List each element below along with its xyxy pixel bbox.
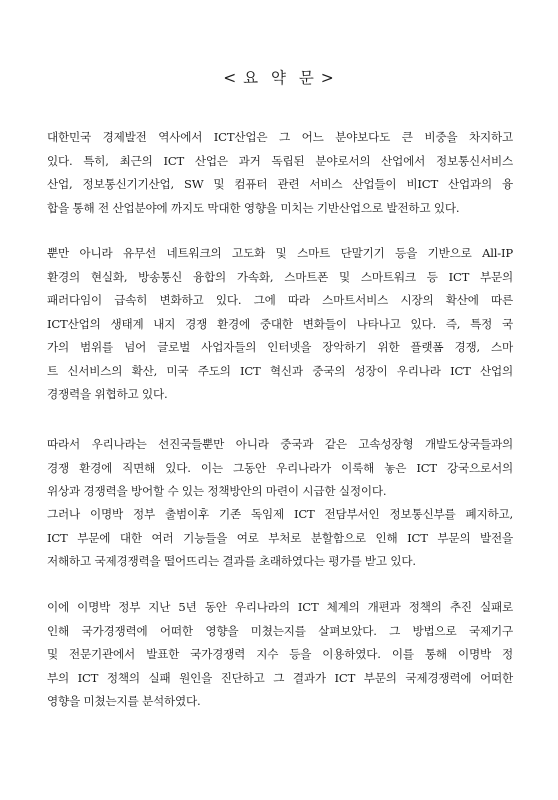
paragraph-line: 이에 이명박 정부 지난 5년 동안 우리나라의 ICT 체계의 개편과 정책의 추진 실패로 — [47, 600, 513, 614]
paragraph-line: 경쟁 환경에 직면해 있다. 이는 그동안 우리나라가 이룩해 놓은 ICT 강국으로서의 — [47, 460, 513, 475]
paragraph-line: 그러나 이명박 정부 출범이후 기존 독임제 ICT 전담부서인 정보통신부를 폐지하고, — [47, 507, 513, 521]
paragraph-line: 따라서 우리나라는 선진국들뿐만 아니라 중국과 같은 고속성장형 개발도상국들과의 — [47, 437, 513, 451]
paragraph-1 — [47, 126, 513, 220]
paragraph-line: 부의 ICT 정책의 실패 원인을 진단하고 그 결과가 ICT 부문의 국제경쟁력에 어떠한 — [47, 670, 513, 685]
paragraph-line: 경쟁력을 위협하고 있다. — [47, 387, 168, 401]
paragraph-line: ICT 부문에 대한 여러 기능들을 여로 부처로 분할함으로 인해 ICT 부문의 발전을 — [47, 530, 513, 545]
paragraph-2 — [47, 242, 513, 407]
paragraph-line: 산업, 정보통신기기산업, SW 및 컴퓨터 관련 서비스 산업들이 비ICT 산업과의 융 — [47, 177, 513, 191]
paragraph-line: 패러다임이 급속히 변화하고 있다. 그에 따라 스마트서비스 시장의 확산에 따른 — [47, 293, 513, 307]
paragraph-line: 대한민국 경제발전 역사에서 ICT산업은 그 어느 분야보다도 큰 비중을 차지하고 — [47, 130, 513, 144]
paragraph-line: 영향을 미쳤는지를 분석하였다. — [47, 694, 201, 708]
paragraph-line: 있다. 특히, 최근의 ICT 산업은 과거 독립된 분야로서의 산업에서 정보통신서비스 — [47, 153, 513, 168]
paragraph-line: 합을 통해 전 산업분야에 까지도 막대한 영향을 미치는 기반산업으로 발전하고 있다. — [47, 200, 460, 215]
paragraph-line: 인해 국가경쟁력에 어떠한 영향을 미쳤는지를 살펴보았다. 그 방법으로 국제기구 — [47, 623, 513, 638]
paragraph-line: 가의 범위를 넘어 글로벌 사업자들의 인터넷을 장악하기 위한 플랫폼 경쟁, 스마 — [47, 340, 513, 354]
paragraph-line: 환경의 현실화, 방송통신 융합의 가속화, 스마트폰 및 스마트워크 등 ICT 부문의 — [47, 269, 513, 284]
paragraph-3 — [47, 433, 513, 504]
paragraph-line: 저해하고 국제경쟁력을 떨어뜨리는 결과를 초래하였다는 평가를 받고 있다. — [47, 554, 416, 568]
paragraph-line: 트 신서비스의 확산, 미국 주도의 ICT 혁신과 중국의 성장이 우리나라 ICT 산업의 — [47, 363, 513, 378]
summary-title: < 요 약 문 > — [223, 69, 335, 87]
paragraph-line: 및 전문기관에서 발표한 국가경쟁력 지수 등을 이용하였다. 이를 통해 이명박 정 — [47, 647, 513, 661]
paragraph-line: 뿐만 아니라 유무선 네트워크의 고도화 및 스마트 단말기기 등을 기반으로 All-IP — [47, 246, 513, 260]
paragraph-4 — [47, 503, 513, 574]
paragraph-line: 위상과 경쟁력을 방어할 수 있는 정책방안의 마련이 시급한 실정이다. — [47, 484, 387, 498]
paragraph-line: ICT산업의 생태계 내지 경쟁 환경에 중대한 변화들이 나타나고 있다. 즉, 특정 국 — [47, 316, 513, 331]
paragraph-5 — [47, 596, 513, 714]
